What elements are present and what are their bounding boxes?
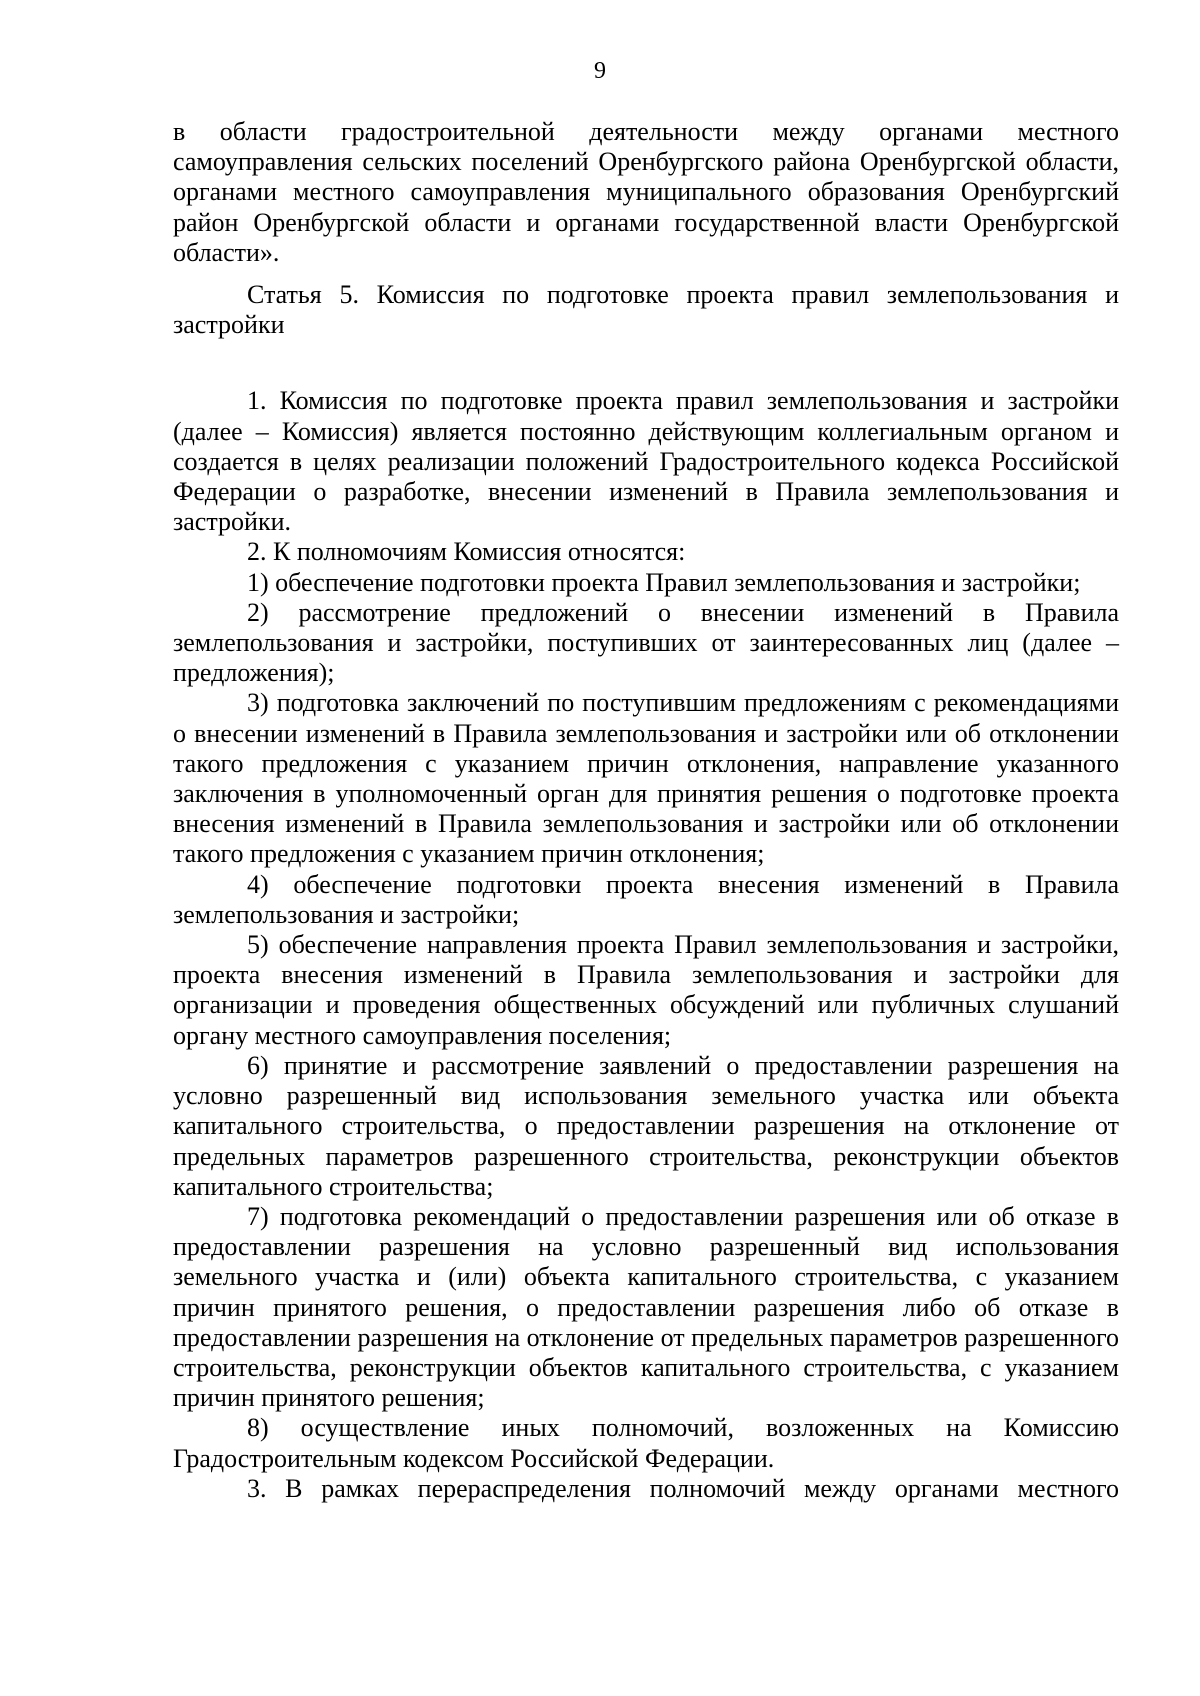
paragraph-item-3: 3. В рамках перераспределения полномочий между органами местного (247, 1473, 1119, 1503)
document-body (173, 117, 1119, 1504)
paragraph-item-2: 2. К полномочиям Комиссия относятся: (247, 537, 686, 567)
paragraph-item-1: 1. Комиссия по подготовке проекта правил землепользования и застройки (далее – Комиссия) является постоянно действующим коллегиальным органом и создается в целях реализации положений Градостроительного кодекса Российской Федерации о разработке, внесении изменений в Правила землепользования и застройки. (173, 386, 1119, 537)
subitem-8: 8) осуществление иных полномочий, возложенных на Комиссию Градостроительным кодексом Российской Федерации. (173, 1413, 1119, 1473)
subitem-3: 3) подготовка заключений по поступившим предложениям с рекомендациями о внесении изменений в Правила землепользования и застройки или об отклонении такого предложения с указанием причин отклонения, направление указанного заключения в уполномоченный орган для принятия решения о подготовке проекта внесения изменений в Правила землепользования и застройки или об отклонении такого предложения с указанием причин отклонения; (173, 688, 1119, 869)
subitem-1: 1) обеспечение подготовки проекта Правил землепользования и застройки; (247, 567, 1081, 597)
subitem-2: 2) рассмотрение предложений о внесении изменений в Правила землепользования и застройки, поступивших от заинтересованных лиц (далее – предложения); (173, 597, 1119, 688)
subitem-7: 7) подготовка рекомендаций о предоставлении разрешения или об отказе в предоставлении разрешения на условно разрешенный вид использования земельного участка и (или) объекта капитального строительства, с указанием причин принятого решения, о предоставлении разрешения либо об отказе в предоставлении разрешения на отклонение от предельных параметров разрешенного строительства, реконструкции объектов капитального строительства, с указанием причин принятого решения; (173, 1201, 1119, 1413)
subitem-4: 4) обеспечение подготовки проекта внесения изменений в Правила землепользования и застройки; (173, 869, 1119, 929)
page-number: 9 (594, 58, 606, 84)
subitem-5: 5) обеспечение направления проекта Правил землепользования и застройки, проекта внесения изменений в Правила землепользования и застройки для организации и проведения общественных обсуждений или публичных слушаний органу местного самоуправления поселения; (173, 930, 1119, 1050)
article-heading: Статья 5. Комиссия по подготовке проекта правил землепользования и застройки (173, 280, 1119, 340)
paragraph-continuation: в области градостроительной деятельности между органами местного самоуправления сельских поселений Оренбургского района Оренбургской области, органами местного самоуправления муниципального образования Оренбургский район Оренбургской области и органами государственной власти Оренбургской области». (173, 117, 1119, 267)
subitem-6: 6) принятие и рассмотрение заявлений о предоставлении разрешения на условно разрешенный вид использования земельного участка или объекта капитального строительства, о предоставлении разрешения на отклонение от предельных параметров разрешенного строительства, реконструкции объектов капитального строительства; (173, 1050, 1119, 1201)
